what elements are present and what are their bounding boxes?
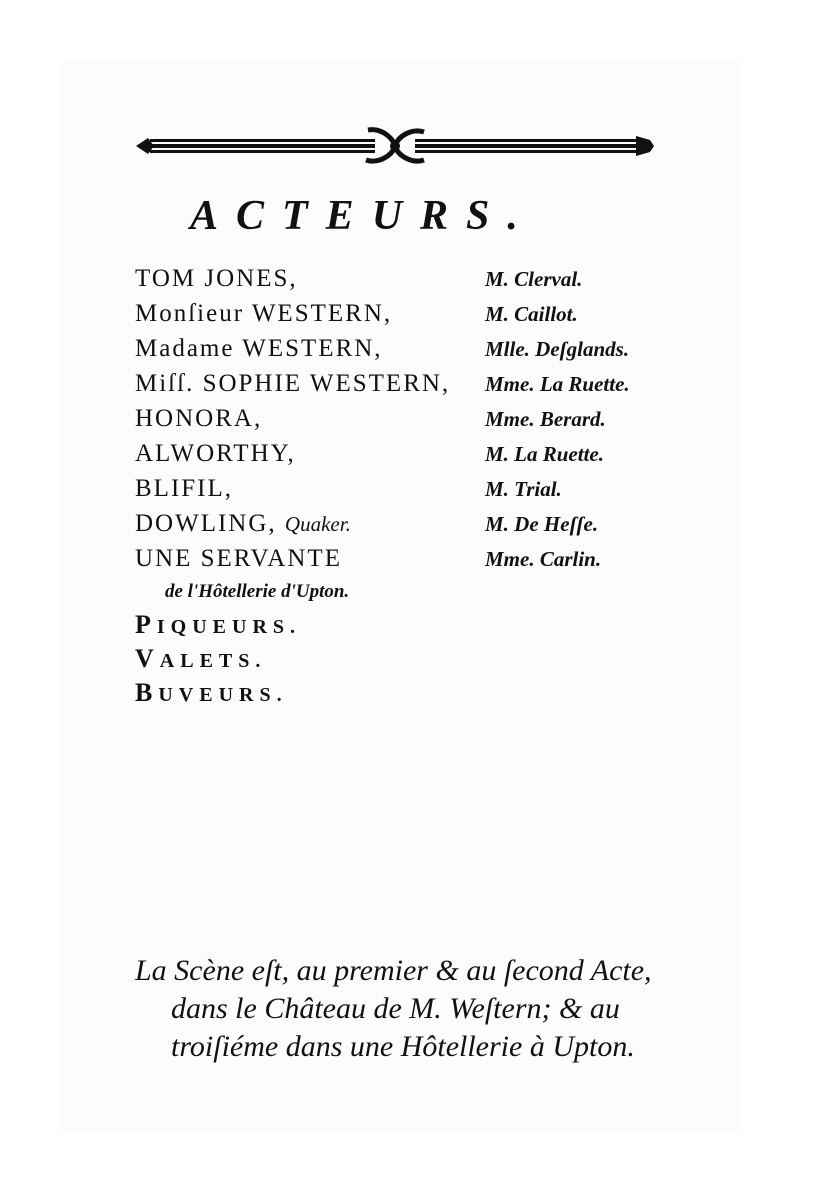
cast-list — [135, 262, 695, 577]
scene-line: La Scène eſt, au premier & au ſecond Acte, — [135, 954, 652, 987]
cast-row — [135, 297, 695, 332]
cast-row — [135, 542, 695, 577]
actor-name: M. Caillot. — [485, 302, 578, 326]
extras-list — [135, 608, 301, 710]
role-name: TOM JONES, — [135, 265, 298, 292]
cast-row — [135, 507, 695, 542]
actor-name: Mme. Carlin. — [485, 547, 602, 571]
actor-name: Mme. La Ruette. — [485, 372, 630, 396]
actor-name: Mme. Berard. — [485, 407, 606, 431]
cast-row — [135, 472, 695, 507]
role-name: BLIFIL, — [135, 475, 234, 502]
scene-description — [135, 952, 695, 1066]
role-name: DOWLING, Quaker. — [135, 510, 351, 537]
extra-role: VALETS. — [135, 644, 267, 673]
servante-location-note: de l'Hôtellerie d'Upton. — [165, 581, 350, 602]
role-name: Monſieur WESTERN, — [135, 300, 393, 327]
ornamental-header-rule — [130, 124, 660, 168]
cast-row — [135, 367, 695, 402]
extra-role: BUVEURS. — [135, 678, 288, 707]
role-name: HONORA, — [135, 405, 263, 432]
cast-row — [135, 262, 695, 297]
role-name: Miſſ. SOPHIE WESTERN, — [135, 370, 451, 397]
role-name: ALWORTHY, — [135, 440, 296, 467]
scroll-ornament-icon — [130, 124, 660, 168]
actor-name: M. De Heſſe. — [485, 512, 599, 536]
cast-row — [135, 437, 695, 472]
role-note: Quaker. — [284, 512, 351, 536]
actor-name: Mlle. Deſglands. — [485, 337, 630, 361]
page-title: ACTEURS. — [190, 193, 536, 239]
extra-role: PIQUEURS. — [135, 610, 302, 639]
cast-row — [135, 402, 695, 437]
scene-line: dans le Château de M. Weſtern; & au — [171, 992, 620, 1025]
cast-row — [135, 332, 695, 367]
actor-name: M. Trial. — [485, 477, 562, 501]
role-name: Madame WESTERN, — [135, 335, 383, 362]
actor-name: M. La Ruette. — [485, 442, 604, 466]
actor-name: M. Clerval. — [485, 267, 583, 291]
role-name: UNE SERVANTE — [135, 545, 342, 572]
scene-line: troiſiéme dans une Hôtellerie à Upton. — [171, 1030, 635, 1063]
